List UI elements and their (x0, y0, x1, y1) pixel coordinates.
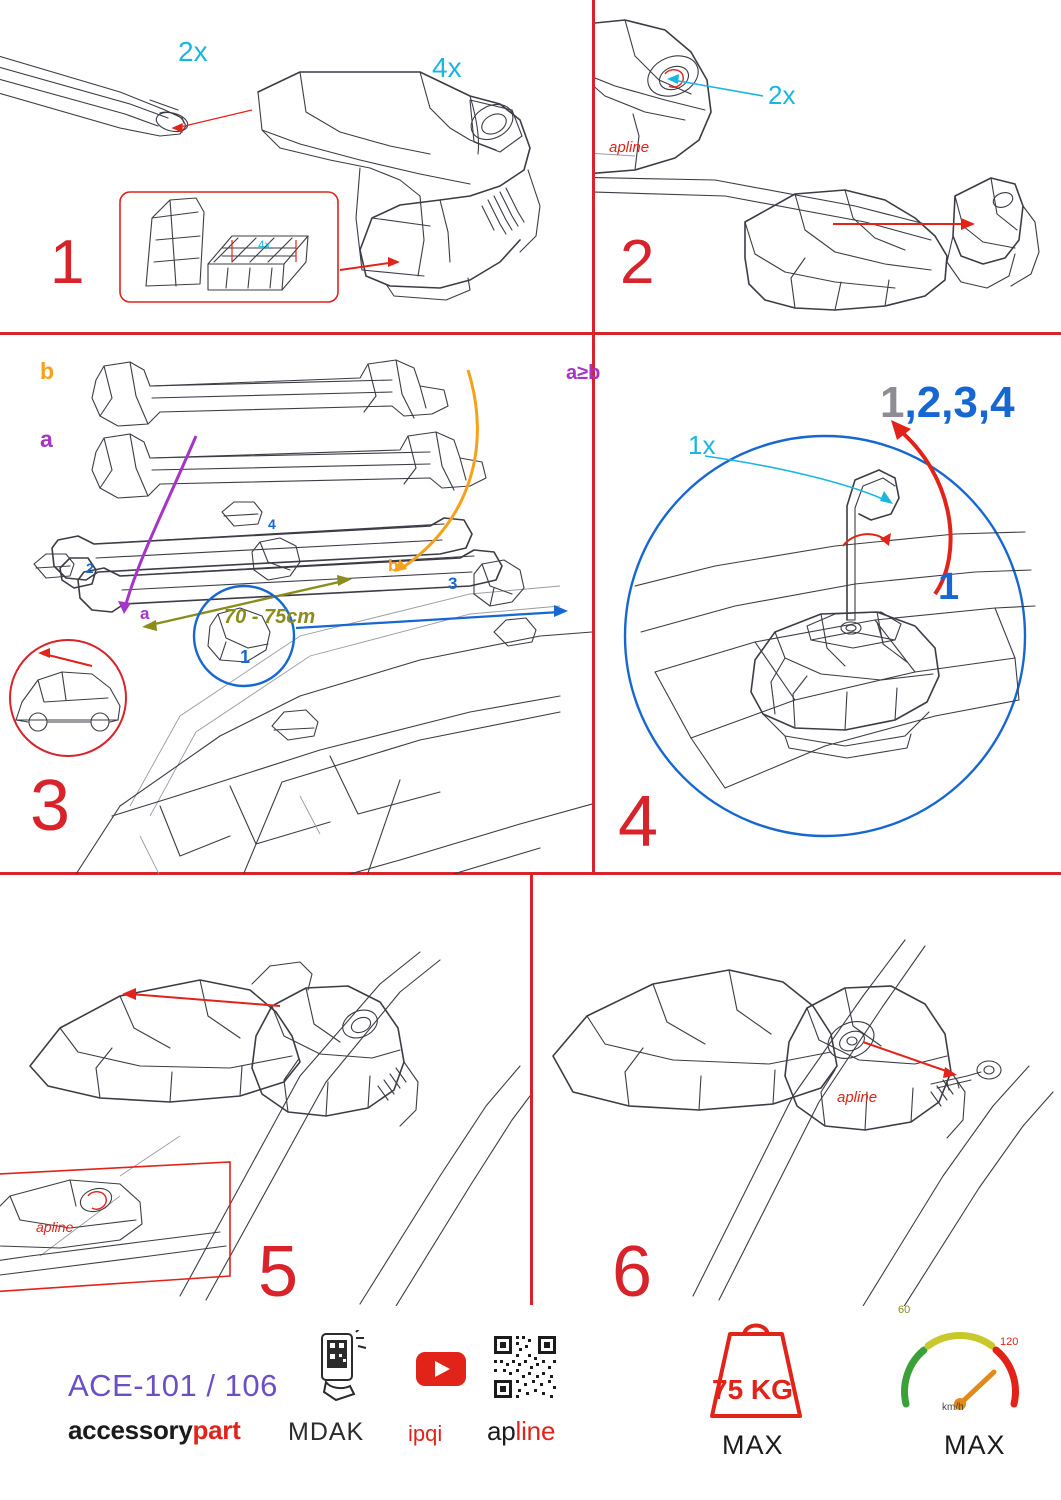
label-condition-ab: a≥b (566, 362, 601, 384)
weight-icon (686, 1318, 826, 1422)
max-speed-caption: MAX (944, 1430, 1006, 1460)
label-foot-4: 4 (268, 516, 276, 532)
car-roof (58, 586, 592, 874)
label-qty-2x-step1: 2x (178, 36, 208, 67)
label-qty-1x-step4: 1x (688, 430, 716, 460)
brand-accessorypart-a: accessory (68, 1415, 193, 1445)
logo-text-step2: apline (609, 139, 650, 156)
logo-text-step6: apline (837, 1089, 878, 1106)
roof-rail-detail (635, 532, 1035, 788)
label-qty-4x-step1: 4x (432, 52, 462, 83)
allen-key (847, 470, 899, 620)
label-roof-a: a (140, 604, 150, 623)
step-1-illustration (0, 0, 592, 332)
logo-text-step5: apline (36, 1219, 74, 1235)
brand-accessorypart (68, 1415, 240, 1446)
arrow-remove-key (863, 1042, 949, 1072)
rack-foot-top (595, 20, 711, 174)
arrow-bar-b (402, 370, 477, 568)
crossbar-a (92, 432, 486, 498)
label-distance: 70 - 75cm (224, 606, 316, 628)
step-1-inset (120, 192, 338, 302)
label-foot-2: 2 (86, 560, 94, 576)
brand-apline-b: line (515, 1416, 556, 1446)
pointer-inset-to-foot (340, 262, 396, 270)
label-torque-order: 1,2,3,4 (880, 378, 1015, 427)
label-foot-3: 3 (448, 574, 458, 593)
pointer-bar-to-foot (176, 110, 252, 128)
rack-foot-assembly (258, 72, 540, 300)
car-direction-inset (10, 640, 126, 756)
arrow-bar-a (126, 436, 196, 604)
label-sequence-first: 1 (938, 566, 960, 608)
arrow-zoom-to-step4 (296, 612, 560, 628)
phone-scan-icon (316, 1330, 390, 1404)
speed-tick-low: 60 (898, 1304, 911, 1316)
speed-unit: km/h (942, 1402, 964, 1413)
step-3-number: 3 (30, 766, 70, 846)
max-load-caption: MAX (722, 1430, 784, 1460)
rack-foot-lower (745, 178, 1039, 310)
label-qty-2x-step2: 2x (768, 80, 796, 110)
brand-apline-a: ap (487, 1416, 516, 1446)
crossbar-step6 (553, 970, 837, 1110)
step-2-number: 2 (620, 228, 654, 297)
step-5-inset (0, 1162, 230, 1294)
label-foot-1: 1 (240, 647, 251, 667)
crossbar-b (92, 360, 448, 426)
product-code: ACE-101 / 106 (68, 1368, 278, 1403)
qr-code (492, 1334, 558, 1400)
step-6-number: 6 (612, 1232, 652, 1312)
lock-key (931, 1061, 1001, 1090)
youtube-icon[interactable] (414, 1348, 470, 1388)
step-4-number: 4 (618, 782, 658, 862)
crossbar-step5 (30, 980, 300, 1102)
brand-accessorypart-b: part (192, 1415, 241, 1445)
pointer-lock-2x (673, 80, 763, 96)
step-1-number: 1 (50, 228, 84, 297)
section-divider-1 (0, 332, 1061, 335)
brand-mdak: MDAK (288, 1418, 365, 1446)
label-roof-b: b (388, 556, 399, 575)
brand-apline (487, 1416, 555, 1447)
step-2-illustration (595, 0, 1061, 332)
max-load-value: 75 KG (712, 1374, 793, 1405)
roof-bar-profile (0, 55, 190, 136)
step-3-illustration (0, 336, 592, 874)
label-inset-qty-4x: 4x (258, 238, 271, 252)
brand-ipqi: ipqi (408, 1421, 443, 1446)
step-5-number: 5 (258, 1232, 298, 1312)
speed-tick-high: 120 (1000, 1336, 1019, 1348)
label-bar-b: b (40, 358, 55, 384)
rack-foot-detail (751, 612, 939, 758)
label-bar-a: a (40, 426, 53, 452)
foot-lock-step5 (252, 986, 418, 1126)
